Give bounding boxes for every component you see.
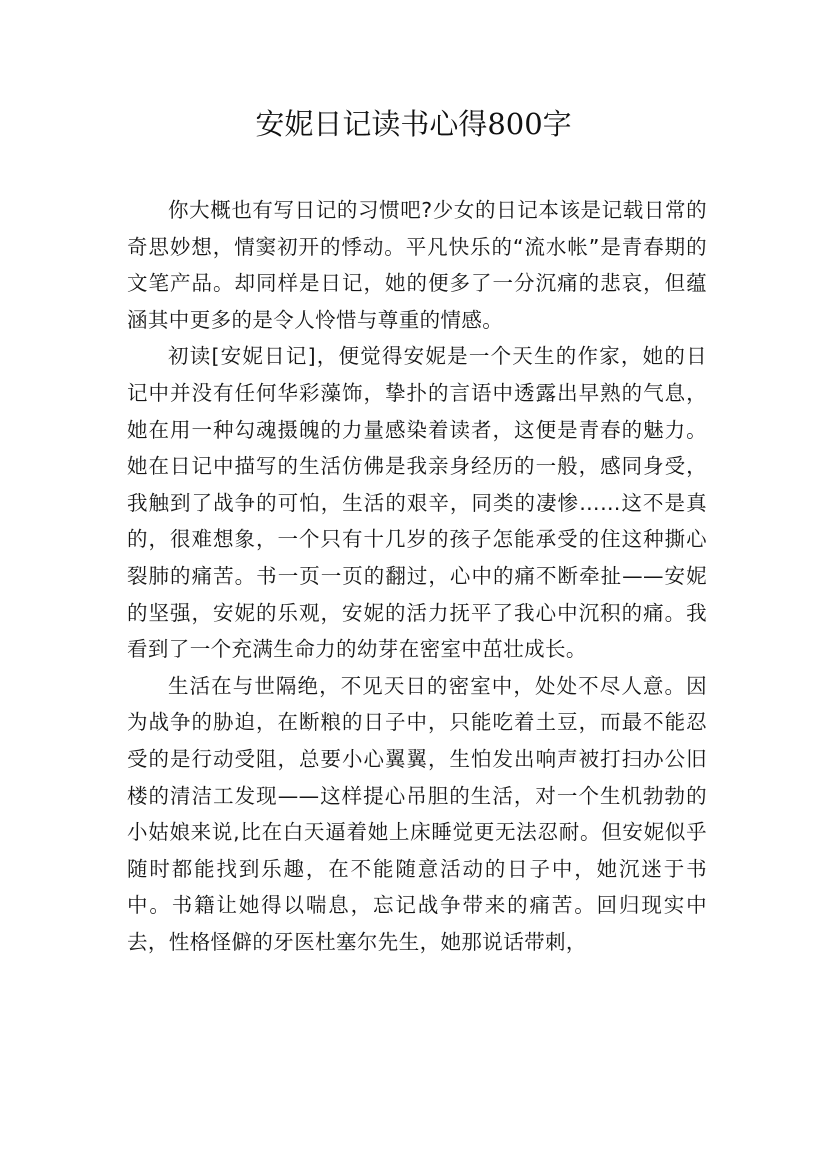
- document-title: 安妮日记读书心得800字: [255, 107, 572, 141]
- paragraph-3: 生活在与世隔绝，不见天日的密室中，处处不尽人意。因为战争的胁迫，在断粮的日子中，只能吃着土豆，而最不能忍受的是行动受阻，总要小心翼翼，生怕发出响声被打扫办公旧楼的清洁工发现——这样提心吊胆的生活，对一个生机勃勃的小姑娘来说,比在白天逼着她上床睡觉更无法忍耐。但安妮似乎随时都能找到乐趣，在不能随意活动的日子中，她沉迷于书中。书籍让她得以喘息，忘记战争带来的痛苦。回归现实中去，性格怪僻的牙医杜塞尔先生，她那说话带刺，: [127, 673, 707, 954]
- paragraph-2: 初读[安妮日记]，便觉得安妮是一个天生的作家，她的日记中并没有任何华彩藻饰，挚扑的言语中透露出早熟的气息，她在用一种勾魂摄魄的力量感染着读者，这便是青春的魅力。她在日记中描写的生活仿佛是我亲身经历的一般，感同身受，我触到了战争的可怕，生活的艰辛，同类的凄惨……这不是真的，很难想象，一个只有十几岁的孩子怎能承受的住这种撕心裂肺的痛苦。书一页一页的翻过，心中的痛不断牵扯——安妮的坚强，安妮的乐观，安妮的活力抚平了我心中沉积的痛。我看到了一个充满生命力的幼芽在密室中茁壮成长。: [127, 344, 707, 662]
- paragraph-1: 你大概也有写日记的习惯吧?少女的日记本该是记载日常的奇思妙想，情窦初开的悸动。平凡快乐的“流水帐”是青春期的文笔产品。却同样是日记，她的便多了一分沉痛的悲哀，但蕴涵其中更多的是令人怜惜与尊重的情感。: [127, 198, 707, 332]
- document-body: [127, 192, 707, 960]
